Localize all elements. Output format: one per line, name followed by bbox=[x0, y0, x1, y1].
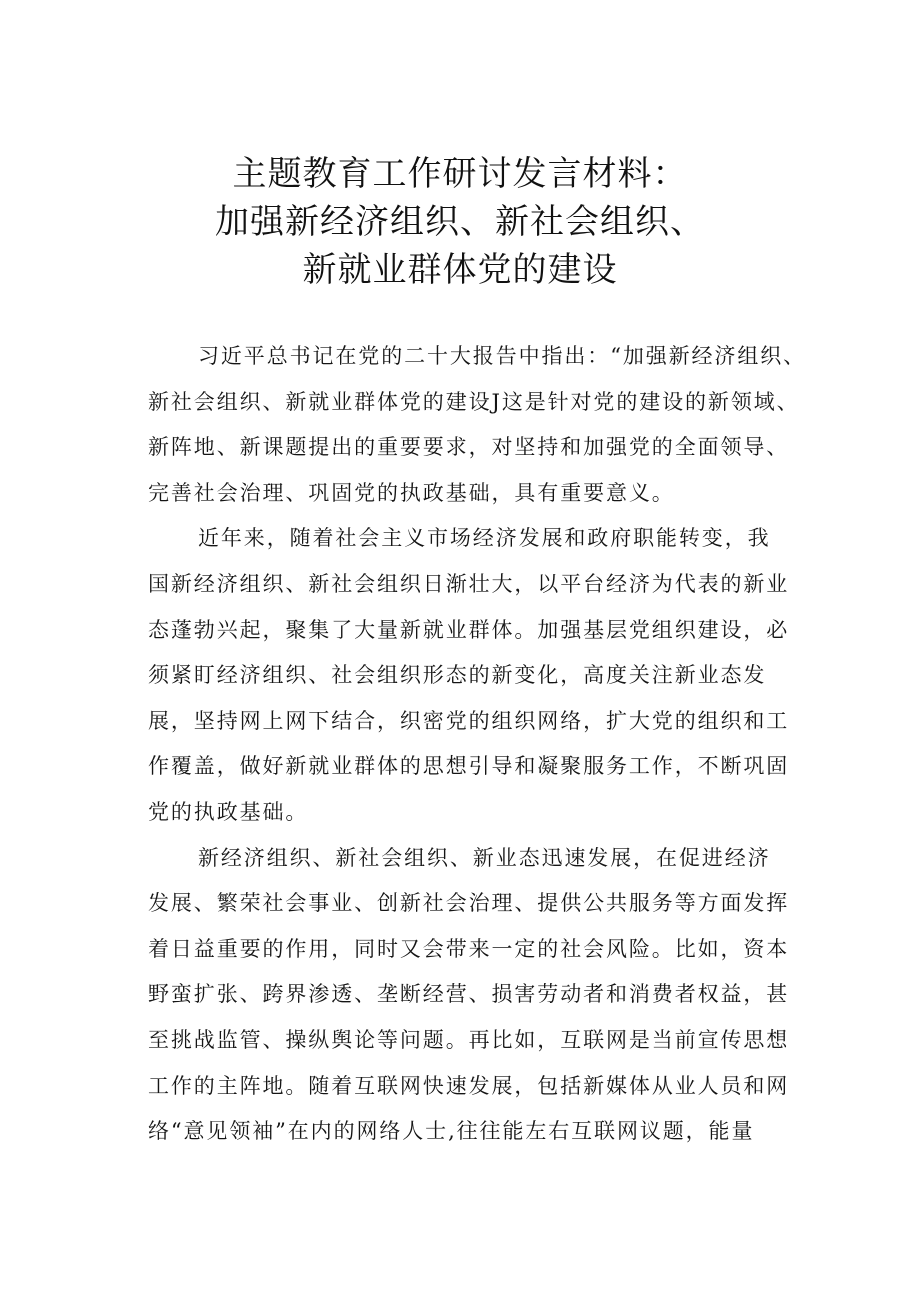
paragraph-line: 新经济组织、新社会组织、新业态迅速发展，在促进经济 bbox=[198, 845, 771, 870]
paragraph-line: 党的执政基础。 bbox=[148, 799, 309, 824]
paragraph-line: 工作的主阵地。随着互联网快速发展，包括新媒体从业人员和网 bbox=[148, 1073, 790, 1098]
paragraph-2 bbox=[148, 516, 828, 835]
title-line-1: 主题教育工作研讨发言材料： bbox=[232, 154, 688, 194]
paragraph-1 bbox=[148, 334, 828, 516]
paragraph-line: 新社会组织、新就业群体党的建设J这是针对党的建设的新领域、 bbox=[148, 389, 800, 414]
paragraph-line: 着日益重要的作用，同时又会带来一定的社会风险。比如，资本 bbox=[148, 936, 790, 961]
paragraph-line: 作覆盖，做好新就业群体的思想引导和凝聚服务工作，不断巩固 bbox=[148, 754, 790, 779]
paragraph-line: 国新经济组织、新社会组织日渐壮大，以平台经济为代表的新业 bbox=[148, 571, 790, 596]
paragraph-line: 须紧盯经济组织、社会组织形态的新变化，高度关注新业态发 bbox=[148, 663, 767, 688]
paragraph-line: 新阵地、新课题提出的重要要求，对坚持和加强党的全面领导、 bbox=[148, 435, 790, 460]
paragraph-line: 习近平总书记在党的二十大报告中指出：“加强新经济组织、 bbox=[198, 344, 807, 368]
paragraph-line: 络“意见领袖”在内的网络人士,往往能左右互联网议题，能量 bbox=[148, 1119, 755, 1144]
document-body bbox=[148, 334, 828, 1155]
paragraph-line: 发展、繁荣社会事业、创新社会治理、提供公共服务等方面发挥 bbox=[148, 891, 790, 916]
paragraph-line: 近年来，随着社会主义市场经济发展和政府职能转变，我 bbox=[198, 526, 771, 551]
document-title bbox=[0, 150, 920, 294]
paragraph-3 bbox=[148, 836, 828, 1155]
paragraph-line: 完善社会治理、巩固党的执政基础，具有重要意义。 bbox=[148, 480, 675, 505]
title-line-2: 加强新经济组织、新社会组织、 bbox=[215, 202, 705, 242]
paragraph-line: 至挑战监管、操纵舆论等问题。再比如，互联网是当前宣传思想 bbox=[148, 1027, 790, 1052]
paragraph-line: 态蓬勃兴起，聚集了大量新就业群体。加强基层党组织建设，必 bbox=[148, 617, 790, 642]
paragraph-line: 展，坚持网上网下结合，织密党的组织网络，扩大党的组织和工 bbox=[148, 708, 790, 733]
title-line-3: 新就业群体党的建设 bbox=[302, 250, 618, 290]
paragraph-line: 野蛮扩张、跨界渗透、垄断经营、损害劳动者和消费者权益，甚 bbox=[148, 982, 790, 1007]
